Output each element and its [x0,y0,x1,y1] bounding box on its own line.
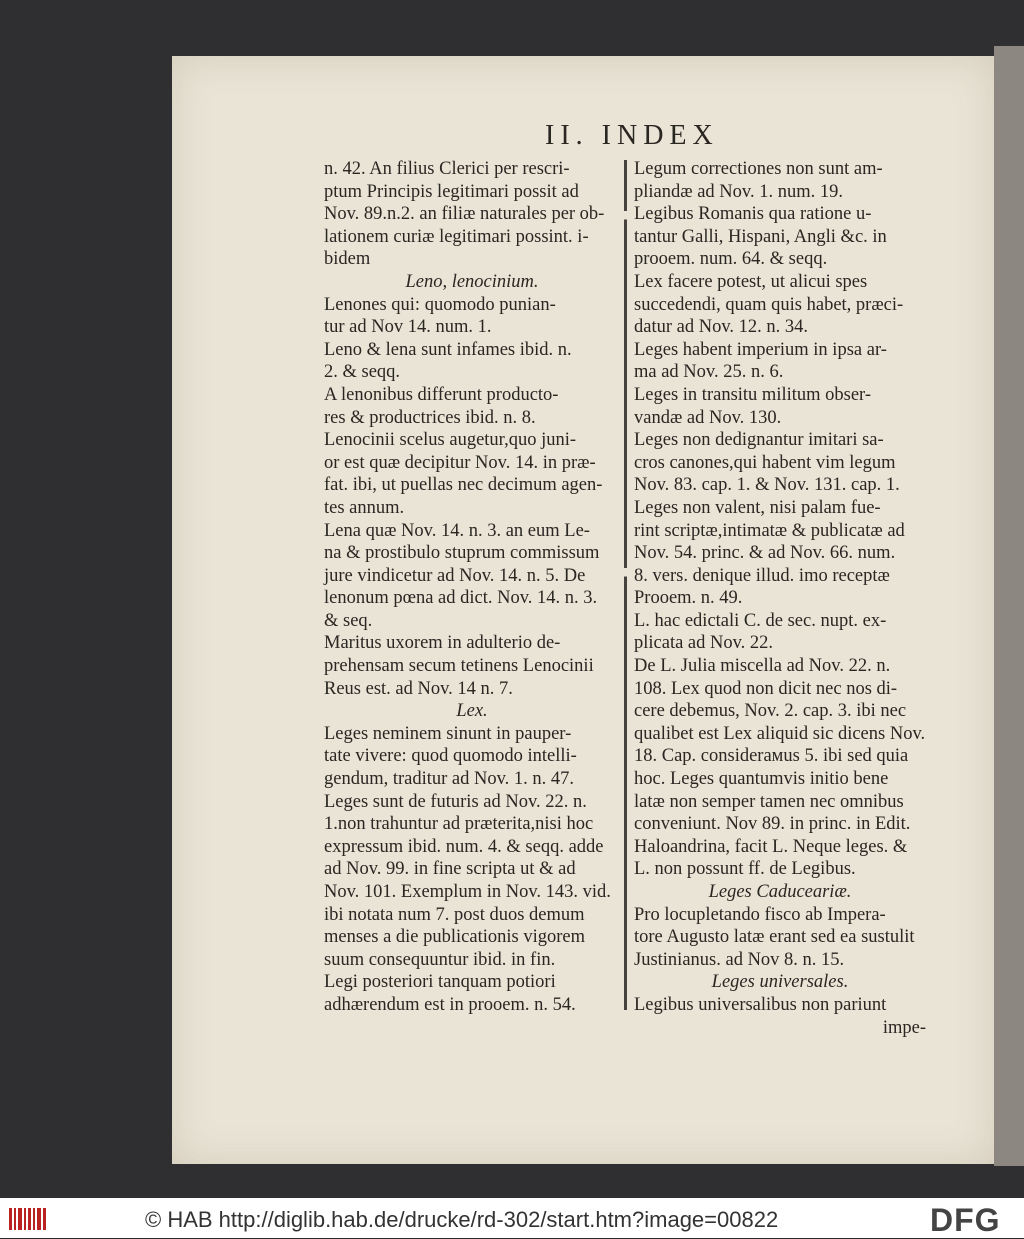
text-line: cros canones,qui habent vim legum [634,452,896,473]
text-line: Lex facere potest, ut alicui spes [634,271,868,292]
text-line: ibi notata num 7. post duos demum [324,904,585,925]
text-line: or est quæ decipitur Nov. 14. in præ- [324,452,596,473]
text-line: succedendi, quam quis habet, præci- [634,294,904,315]
text-line: Justinianus. ad Nov 8. n. 15. [634,949,845,970]
text-line: n. 42. An filius Clerici per rescri- [324,159,570,179]
text-line: adhærendum est in prooem. n. 54. [324,994,576,1015]
text-line: Legi posteriori tanquam potiori [324,972,556,993]
text-line: tes annum. [324,497,405,518]
text-line: lenonum pœna ad dict. Nov. 14. n. 3. [324,588,598,609]
text-line: L. hac edictali C. de sec. nupt. ex- [634,610,887,631]
page-header: II. INDEX [545,120,719,151]
text-line: Lex. [456,701,488,722]
column-divider [624,160,627,1010]
text-line: ptum Principis legitimari possit ad [324,181,579,202]
text-line: expressum ibid. num. 4. & seqq. adde [324,836,604,857]
text-line: hoc. Leges quantumvis initio bene [634,769,889,790]
text-line: 2. & seqq. [324,362,401,383]
text-line: 1.non trahuntur ad præterita,nisi hoc [324,814,594,835]
copyright-link[interactable]: © HAB http://diglib.hab.de/drucke/rd-302/start.htm?image=00822 [145,1207,779,1232]
text-line: Lenones qui: quomodo punian- [324,294,556,315]
left-column [324,158,620,1017]
text-line: L. non possunt ff. de Legibus. [634,859,856,880]
text-line: 18. Cap. considerамus 5. ibi sed quia [634,746,909,767]
text-line: conveniunt. Nov 89. in princ. in Edit. [634,814,911,835]
text-line: ad Nov. 99. in fine scripta ut & ad [324,859,576,880]
text-line: Lena quæ Nov. 14. n. 3. an eum Le- [324,520,590,541]
text-line: Pro locupletando fisco ab Impera- [634,904,886,925]
text-line: impe- [882,1017,926,1038]
text-line: Nov. 83. cap. 1. & Nov. 131. cap. 1. [634,475,900,496]
text-line: Nov. 89.n.2. an filiæ naturales per ob- [324,204,605,225]
text-line: Prooem. n. 49. [634,588,743,609]
text-line: Nov. 101. Exemplum in Nov. 143. vid. [324,882,611,902]
text-line: Leges in transitu militum obser- [634,384,872,405]
text-line: Leno & lena sunt infames ibid. n. [324,339,572,360]
text-line: prooem. num. 64. & seqq. [634,249,828,270]
text-line: qualibet est Lex aliquid sic dicens Nov. [634,723,926,744]
text-line: Leges habent imperium in ipsa ar- [634,339,887,360]
text-line: & seq. [324,610,373,631]
text-line: De L. Julia miscella ad Nov. 22. n. [634,656,891,677]
text-line: vandæ ad Nov. 130. [634,407,782,428]
hab-barcode-icon [8,1206,48,1232]
text-line: Leges non valent, nisi palam fue- [634,497,881,518]
text-line: menses a die publicationis vigorem [324,927,585,948]
right-column [634,158,926,1039]
text-line: latæ non semper tamen nec omnibus [634,791,904,812]
text-line: fat. ibi, ut puellas nec decimum agen- [324,475,603,496]
text-line: Legibus Romanis qua ratione u- [634,204,872,225]
text-line: Leges Caduceariæ. [708,882,852,902]
text-line: pliandæ ad Nov. 1. num. 19. [634,181,843,202]
next-page-edge [994,46,1024,1166]
text-line: gendum, traditur ad Nov. 1. n. 47. [324,769,575,790]
text-line: Legibus universalibus non pariunt [634,994,887,1015]
text-line: prehensam secum tetinens Lenocinii [324,656,594,677]
text-line: Maritus uxorem in adulterio de- [324,633,561,654]
text-line: lationem curiæ legitimari possint. i- [324,226,589,247]
text-line: bidem [324,249,371,270]
text-line: Leges universales. [711,972,849,993]
text-line: A lenonibus differunt producto- [324,384,559,405]
text-line: res & productrices ibid. n. 8. [324,407,536,428]
text-line: Lenocinii scelus augetur,quo juni- [324,430,577,451]
text-line: datur ad Nov. 12. n. 34. [634,317,809,338]
text-line: plicata ad Nov. 22. [634,633,774,654]
text-line: Leno, lenocinium. [405,271,539,292]
text-line: Legum correctiones non sunt am- [634,159,883,179]
text-line: 108. Lex quod non dicit nec nos di- [634,678,898,699]
text-line: suum consequuntur ibid. in fin. [324,949,556,970]
text-line: cere debemus, Nov. 2. cap. 3. ibi nec [634,701,907,722]
text-line: Leges neminem sinunt in pauper- [324,723,572,744]
text-line: tur ad Nov 14. num. 1. [324,317,492,338]
text-line: rint scriptæ,intimatæ & publicatæ ad [634,520,905,541]
text-line: na & prostibulo stuprum commissum [324,543,600,564]
text-line: Leges non dedignantur imitari sa- [634,430,884,451]
text-line: 8. vers. denique illud. imo receptæ [634,565,890,586]
text-line: tantur Galli, Hispani, Angli &c. in [634,226,887,247]
text-line: Reus est. ad Nov. 14 n. 7. [324,678,513,699]
text-line: Leges sunt de futuris ad Nov. 22. n. [324,791,587,812]
text-line: ma ad Nov. 25. n. 6. [634,362,784,383]
text-line: jure vindicetur ad Nov. 14. n. 5. De [324,565,586,586]
text-line: tate vivere: quod quomodo intelli- [324,746,577,767]
text-line: tore Augusto latæ erant sed ea sustulit [634,927,915,948]
text-line: Haloandrina, facit L. Neque leges. & [634,836,908,857]
dfg-logo: DFG [930,1202,1001,1238]
text-line: Nov. 54. princ. & ad Nov. 66. num. [634,543,896,564]
